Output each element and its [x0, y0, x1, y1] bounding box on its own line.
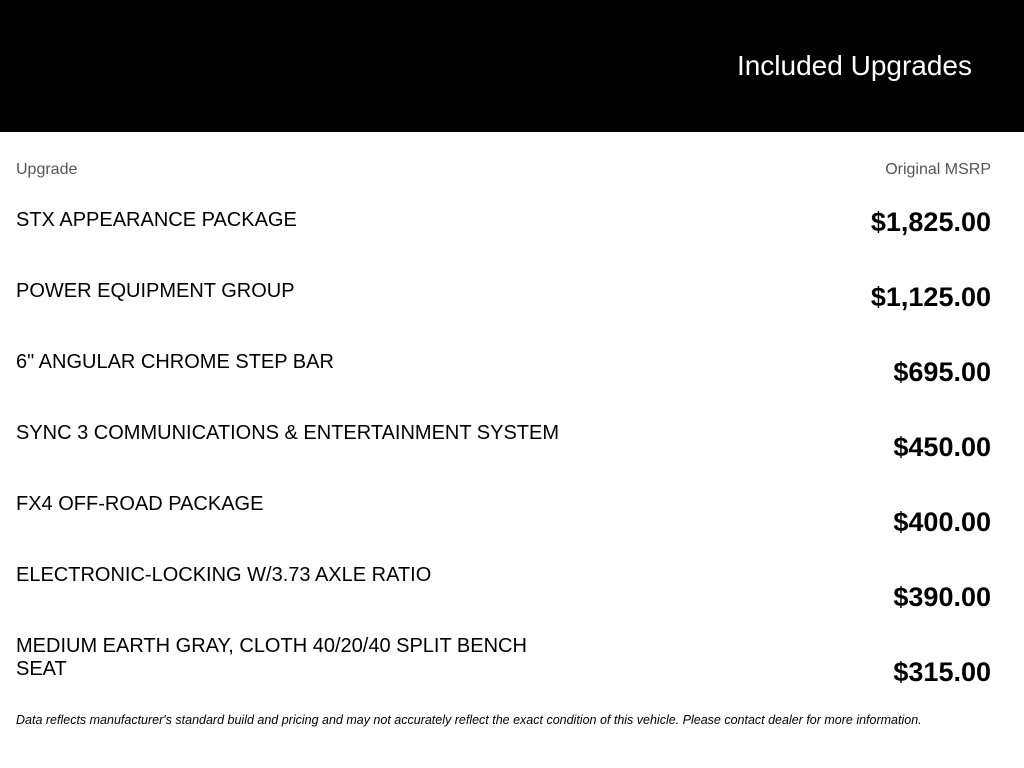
- upgrade-price: $1,125.00: [870, 282, 991, 312]
- upgrade-name: ELECTRONIC-LOCKING W/3.73 AXLE RATIO: [16, 564, 432, 586]
- upgrade-row: [0, 493, 1024, 564]
- page-title: Included Upgrades: [736, 50, 972, 81]
- upgrade-price: $695.00: [893, 357, 991, 387]
- upgrade-row: [0, 564, 1024, 635]
- upgrade-row: [0, 209, 1024, 280]
- upgrade-row: [0, 422, 1024, 493]
- upgrade-name: FX4 OFF-ROAD PACKAGE: [16, 493, 264, 515]
- upgrade-price: $315.00: [893, 657, 991, 687]
- upgrade-name: 6" ANGULAR CHROME STEP BAR: [16, 351, 334, 373]
- upgrade-price: $1,825.00: [870, 207, 991, 237]
- upgrade-row: [0, 351, 1024, 422]
- upgrade-row: [0, 635, 1024, 706]
- disclaimer-text: Data reflects manufacturer's standard build and pricing and may not accurately reflect the exact condition of this vehicle. Please contact dealer for more information.: [16, 713, 922, 727]
- upgrade-row: [0, 280, 1024, 351]
- upgrade-price: $390.00: [893, 582, 991, 612]
- upgrade-name: STX APPEARANCE PACKAGE: [16, 209, 297, 231]
- upgrade-name: SYNC 3 COMMUNICATIONS & ENTERTAINMENT SYSTEM: [16, 422, 560, 444]
- upgrade-price: $450.00: [893, 432, 991, 462]
- column-header-upgrade: Upgrade: [16, 161, 78, 178]
- upgrade-name: MEDIUM EARTH GRAY, CLOTH 40/20/40 SPLIT BENCH SEAT: [16, 635, 527, 680]
- column-header-msrp: Original MSRP: [885, 161, 991, 178]
- upgrade-name: POWER EQUIPMENT GROUP: [16, 280, 295, 302]
- header-bar: [0, 0, 1024, 132]
- upgrade-price: $400.00: [893, 507, 991, 537]
